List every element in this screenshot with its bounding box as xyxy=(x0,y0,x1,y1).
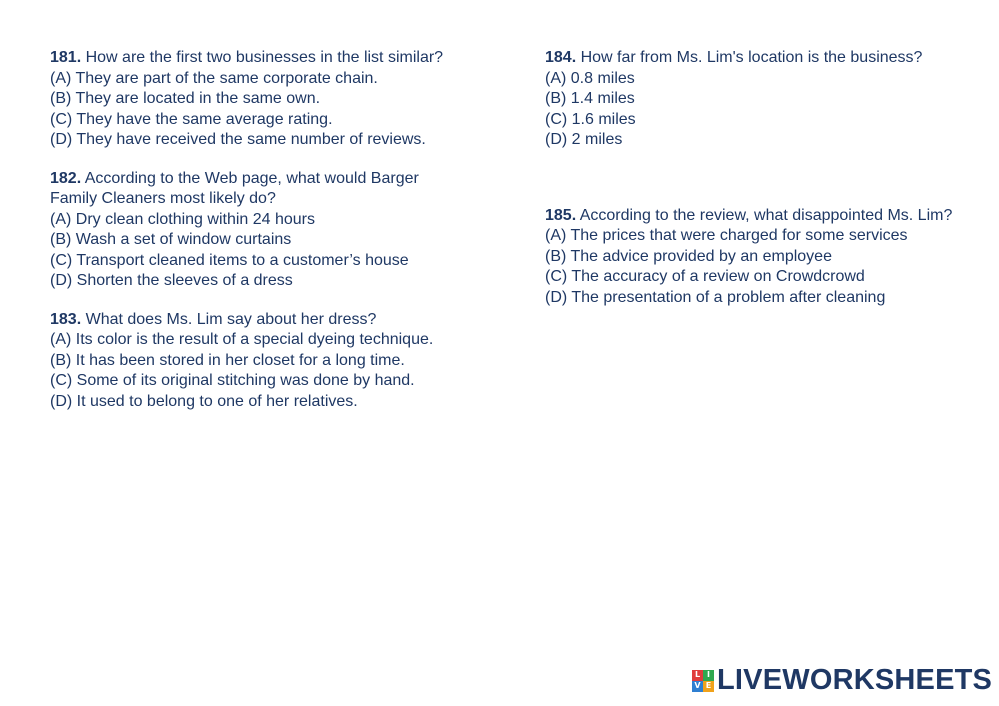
answer-option[interactable]: (D) Shorten the sleeves of a dress xyxy=(50,272,293,289)
question-stem xyxy=(545,48,965,69)
liveworksheets-logo[interactable] xyxy=(692,666,992,695)
question-182 xyxy=(50,169,470,292)
answer-option[interactable]: (C) Some of its original stitching was done by hand. xyxy=(50,372,415,389)
question-text: According to the Web page, what would Barger Family Cleaners most likely do? xyxy=(50,169,419,207)
logo-letter: L xyxy=(692,670,703,681)
answer-option[interactable]: (C) Transport cleaned items to a customer’s house xyxy=(50,251,409,269)
question-number: 185. xyxy=(545,206,577,224)
left-column xyxy=(50,48,470,430)
logo-letter: V xyxy=(692,681,703,692)
answer-option[interactable]: (B) The advice provided by an employee xyxy=(545,247,832,265)
question-text: What does Ms. Lim say about her dress? xyxy=(85,310,377,328)
question-text: How far from Ms. Lim's location is the business? xyxy=(580,49,923,66)
answer-option[interactable]: (C) They have the same average rating. xyxy=(50,110,333,128)
answer-option[interactable]: (C) 1.6 miles xyxy=(545,110,636,128)
answer-option[interactable]: (D) The presentation of a problem after cleaning xyxy=(545,288,886,306)
answer-option[interactable]: (B) They are located in the same own. xyxy=(50,90,321,107)
option-list xyxy=(50,210,470,292)
answer-option[interactable]: (A) The prices that were charged for some services xyxy=(545,227,908,244)
option-list xyxy=(50,330,470,412)
option-list xyxy=(545,69,965,151)
logo-letter: I xyxy=(703,670,714,681)
question-183 xyxy=(50,310,470,413)
question-stem xyxy=(50,48,470,69)
question-stem xyxy=(545,206,965,227)
answer-option[interactable]: (A) 0.8 miles xyxy=(545,69,635,87)
logo-mark-icon xyxy=(692,670,714,692)
answer-option[interactable]: (A) Its color is the result of a special dyeing technique. xyxy=(50,331,434,348)
answer-option[interactable]: (B) 1.4 miles xyxy=(545,90,635,107)
spacer xyxy=(545,169,965,206)
answer-option[interactable]: (B) It has been stored in her closet for a long time. xyxy=(50,351,405,369)
option-list xyxy=(545,226,965,308)
question-184 xyxy=(545,48,965,151)
question-181 xyxy=(50,48,470,151)
question-number: 181. xyxy=(50,49,82,66)
question-185 xyxy=(545,206,965,309)
question-number: 182. xyxy=(50,169,82,187)
answer-option[interactable]: (A) Dry clean clothing within 24 hours xyxy=(50,210,316,228)
question-stem xyxy=(50,310,470,331)
answer-option[interactable]: (B) Wash a set of window curtains xyxy=(50,231,292,248)
right-column xyxy=(545,48,965,326)
logo-letter: E xyxy=(703,681,714,692)
answer-option[interactable]: (A) They are part of the same corporate chain. xyxy=(50,69,378,87)
answer-option[interactable]: (D) 2 miles xyxy=(545,131,623,148)
question-number: 183. xyxy=(50,310,82,328)
question-stem xyxy=(50,169,470,210)
question-text: How are the first two businesses in the list similar? xyxy=(85,49,444,66)
logo-text: LIVEWORKSHEETS xyxy=(717,664,993,696)
answer-option[interactable]: (D) They have received the same number of reviews. xyxy=(50,131,426,148)
question-text: According to the review, what disappointed Ms. Lim? xyxy=(579,206,953,224)
answer-option[interactable]: (C) The accuracy of a review on Crowdcrowd xyxy=(545,268,865,285)
option-list xyxy=(50,69,470,151)
question-number: 184. xyxy=(545,49,577,66)
answer-option[interactable]: (D) It used to belong to one of her relatives. xyxy=(50,392,358,410)
